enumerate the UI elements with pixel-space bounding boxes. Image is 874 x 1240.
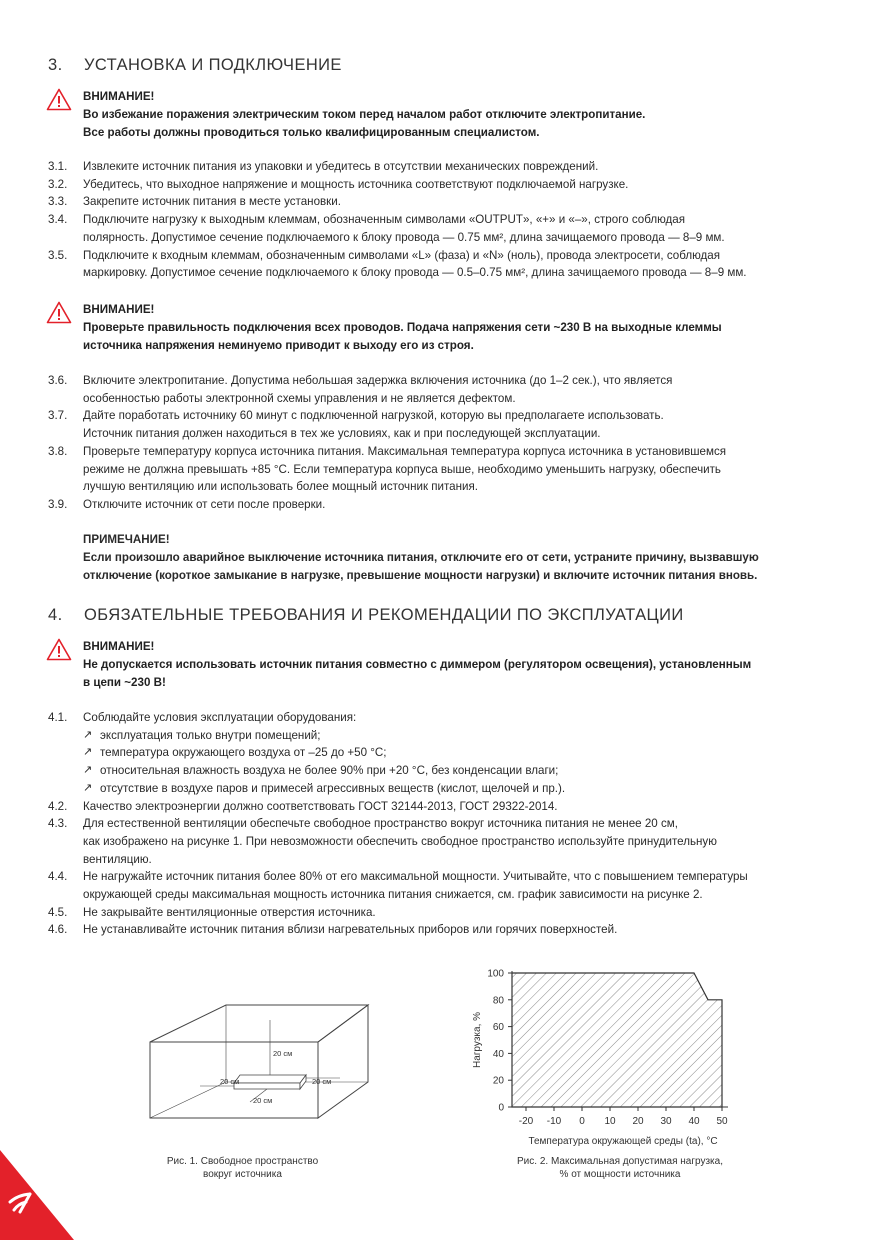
chart-y-tick-label: 100 <box>487 968 504 980</box>
arrow-bullet-icon: ↗ <box>83 728 93 741</box>
chart-x-tick-label: 50 <box>716 1116 728 1127</box>
chart-x-tick-label: 40 <box>688 1116 700 1127</box>
warning-line: Все работы должны проводиться только квалифицированным специалистом. <box>83 126 540 139</box>
warning-line: Проверьте правильность подключения всех проводов. Подача напряжения сети ~230 В на выходные клеммы <box>83 321 722 334</box>
warning-text <box>83 638 751 692</box>
figure-2-caption <box>480 1155 760 1181</box>
caption-line: % от мощности источника <box>559 1169 681 1180</box>
list-item <box>48 158 747 176</box>
item-line: Извлеките источник питания из упаковки и убедитесь в отсутствии механических повреждений. <box>83 160 599 173</box>
bullet-item <box>83 780 748 798</box>
power-supply-unit <box>234 1075 306 1089</box>
note-line: Если произошло аварийное выключение источника питания, отключите его от сети, устраните причину, вызвавшую <box>83 551 759 564</box>
warning-title: ВНИМАНИЕ! <box>83 90 155 103</box>
chart-ylabel: Нагрузка, % <box>472 1011 483 1069</box>
list-item <box>48 193 747 211</box>
bullet-text: относительная влажность воздуха не более 90% при +20 °С, без конденсации влаги; <box>100 764 559 778</box>
box-top-face <box>150 1005 368 1042</box>
item-number: 4.2. <box>48 799 68 813</box>
list-item <box>48 443 726 496</box>
caption-line: вокруг источника <box>203 1169 282 1180</box>
section-title: ОБЯЗАТЕЛЬНЫЕ ТРЕБОВАНИЯ И РЕКОМЕНДАЦИИ ПО ЭКСПЛУАТАЦИИ <box>84 606 684 624</box>
chart-x-tick-label: 10 <box>604 1116 616 1127</box>
chart-x-tick-label: -10 <box>546 1116 562 1127</box>
warning-triangle-icon <box>46 638 72 661</box>
item-line: Отключите источник от сети после проверки. <box>83 497 326 511</box>
note-block <box>83 531 759 585</box>
items-list-3a <box>48 158 747 282</box>
item-line: вентиляцию. <box>83 852 152 866</box>
chart-x-tick-label: 0 <box>579 1116 585 1127</box>
section-4-heading <box>48 606 684 625</box>
bullet-item <box>83 727 748 745</box>
warning-line: Во избежание поражения электрическим током перед началом работ отключите электропитание. <box>83 108 646 121</box>
item-line: Не закрывайте вентиляционные отверстия источника. <box>83 905 376 919</box>
item-number: 3.6. <box>48 374 68 387</box>
item-number: 4.3. <box>48 817 68 831</box>
item-line: Подключите нагрузку к выходным клеммам, обозначенным символами «OUTPUT», «+» и «–», строго соблюдая <box>83 213 686 227</box>
item-number: 3.1. <box>48 160 68 173</box>
caption-line: Рис. 2. Максимальная допустимая нагрузка, <box>517 1156 723 1167</box>
chart-y-tick-label: 0 <box>498 1102 504 1114</box>
item-line: особенностью работы электронной схемы управления и не является дефектом. <box>83 391 516 405</box>
clearance-label-right: 20 см <box>312 1077 332 1086</box>
section-3-heading <box>48 56 342 75</box>
bullet-text: температура окружающего воздуха от –25 до +50 °С; <box>100 746 387 760</box>
list-item <box>48 868 748 903</box>
item-line: Убедитесь, что выходное напряжение и мощность источника соответствуют подключаемой нагрузке. <box>83 177 629 191</box>
list-item <box>48 815 748 868</box>
warning-text <box>83 301 722 355</box>
bullet-text: эксплуатация только внутри помещений; <box>100 728 321 742</box>
item-number: 3.2. <box>48 177 68 191</box>
item-number: 4.1. <box>48 711 68 724</box>
item-line: Соблюдайте условия эксплуатации оборудования: <box>83 711 357 724</box>
list-item <box>48 211 747 246</box>
bullet-item <box>83 744 748 762</box>
item-line: Не устанавливайте источник питания вблизи нагревательных приборов или горячих поверхностей. <box>83 923 618 937</box>
item-line: Для естественной вентиляции обеспечьте свободное пространство вокруг источника питания не менее 20 см, <box>83 817 678 831</box>
item-number: 3.4. <box>48 213 68 227</box>
section-number: 4. <box>48 606 63 624</box>
chart-area <box>512 973 722 1107</box>
list-item <box>48 407 726 442</box>
list-item <box>48 247 747 282</box>
list-item <box>48 496 726 514</box>
item-line: маркировку. Допустимое сечение подключаемого к блоку провода — 0.5–0.75 мм², длина зачищаемого провода — 8–9 мм. <box>83 266 747 280</box>
item-number: 3.5. <box>48 248 68 262</box>
warning-triangle-icon <box>46 88 72 111</box>
warning-title: ВНИМАНИЕ! <box>83 640 155 653</box>
item-number: 3.9. <box>48 497 68 511</box>
bullet-text: отсутствие в воздухе паров и примесей агрессивных веществ (кислот, щелочей и пр.). <box>100 781 566 795</box>
note-line: отключение (короткое замыкание в нагрузке, превышение мощности нагрузки) и включите источник питания вновь. <box>83 569 758 582</box>
chart-x-tick-label: 20 <box>632 1116 644 1127</box>
item-line: окружающей среды максимальная мощность источника питания снижается, см. график зависимости на рисунке 2. <box>83 888 703 902</box>
item-number: 4.4. <box>48 870 68 884</box>
item-line: Источник питания должен находиться в тех же условиях, как и при последующей эксплуатации. <box>83 427 601 441</box>
warning-text <box>83 88 645 142</box>
item-line: режиме не должна превышать +85 °С. Если температура корпуса выше, необходимо уменьшить нагрузку, обеспечить <box>83 462 721 476</box>
arrow-bullet-icon: ↗ <box>83 764 93 777</box>
list-item <box>48 709 748 798</box>
chart-y-tick-label: 80 <box>492 995 504 1007</box>
figure-1-clearance-diagram <box>140 1000 380 1120</box>
caption-line: Рис. 1. Свободное пространство <box>166 1156 319 1167</box>
chart-x-tick-label: 30 <box>660 1116 672 1127</box>
list-item <box>48 176 747 194</box>
item-number: 3.3. <box>48 195 68 209</box>
item-line: Закрепите источник питания в месте установки. <box>83 195 341 209</box>
item-line: Включите электропитание. Допустима небольшая задержка включения источника (до 1–2 сек.), что является <box>83 374 673 387</box>
chart-xlabel: Температура окружающей среды (ta), °С <box>528 1136 718 1147</box>
list-item <box>48 372 726 407</box>
list-item <box>48 921 748 939</box>
item-number: 4.5. <box>48 905 68 919</box>
warning-line: Не допускается использовать источник питания совместно с диммером (регулятором освещения), установленным <box>83 658 752 671</box>
items-list-4 <box>48 709 748 939</box>
item-line: полярность. Допустимое сечение подключаемого к блоку провода — 0.75 мм², длина зачищаемого провода — 8–9 мм. <box>83 230 725 244</box>
clearance-label-left: 20 см <box>220 1077 240 1086</box>
warning-line: в цепи ~230 В! <box>83 676 166 689</box>
items-list-3b <box>48 372 726 514</box>
clearance-label-top: 20 см <box>273 1049 293 1058</box>
item-line: Подключите к входным клеммам, обозначенным символами «L» (фаза) и «N» (ноль), провода электросети, соблюдая <box>83 248 721 262</box>
item-line: Качество электроэнергии должно соответствовать ГОСТ 32144-2013, ГОСТ 29322-2014. <box>83 799 558 813</box>
chart-y-tick-label: 40 <box>492 1048 504 1060</box>
item-number: 4.6. <box>48 923 68 937</box>
item-line: как изображено на рисунке 1. При невозможности обеспечить свободное пространство используйте принудительную <box>83 834 717 848</box>
item-number: 3.7. <box>48 409 68 423</box>
item-line: Не нагружайте источник питания более 80% от его максимальной мощности. Учитывайте, что с повышением температуры <box>83 870 748 884</box>
warning-title: ВНИМАНИЕ! <box>83 303 155 316</box>
note-title: ПРИМЕЧАНИЕ! <box>83 533 170 546</box>
chart-x-tick-label: -20 <box>518 1116 534 1127</box>
warning-line: источника напряжения неминуемо приводит к выходу его из строя. <box>83 339 474 352</box>
item-line: лучшую вентиляцию или использовать более мощный источник питания. <box>83 480 478 494</box>
warning-triangle-icon <box>46 301 72 324</box>
item-number: 3.8. <box>48 444 68 458</box>
figure-1-caption <box>130 1155 355 1181</box>
list-item <box>48 904 748 922</box>
item-line: Дайте поработать источнику 60 минут с подключенной нагрузкой, которую вы предполагаете использовать. <box>83 409 664 423</box>
list-item <box>48 798 748 816</box>
item-line: Проверьте температуру корпуса источника питания. Максимальная температура корпуса источника в установившемся <box>83 444 727 458</box>
section-number: 3. <box>48 56 63 74</box>
section-title: УСТАНОВКА И ПОДКЛЮЧЕНИЕ <box>84 56 342 74</box>
chart-y-tick-label: 60 <box>492 1022 504 1034</box>
bullet-item <box>83 762 748 780</box>
arrow-bullet-icon: ↗ <box>83 746 93 759</box>
box-right-face <box>318 1005 368 1118</box>
brand-logo-icon <box>0 1150 80 1240</box>
figure-2-load-chart <box>460 960 740 1150</box>
clearance-label-front: 20 см <box>253 1096 273 1105</box>
arrow-bullet-icon: ↗ <box>83 781 93 794</box>
chart-y-tick-label: 20 <box>492 1075 504 1087</box>
